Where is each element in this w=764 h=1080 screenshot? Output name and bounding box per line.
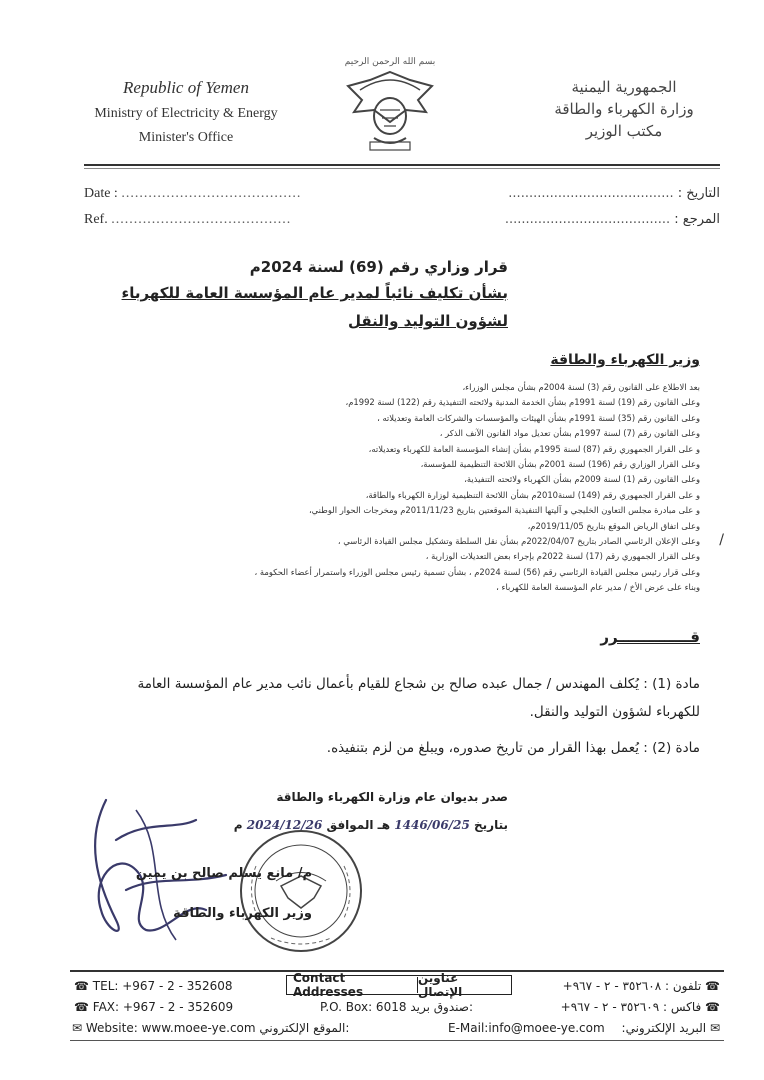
footer-fax-en — [74, 1000, 233, 1014]
header-divider — [84, 164, 720, 166]
decree-title: قرار وزاري رقم (69) لسنة 2024م — [249, 258, 508, 276]
contact-addresses-box — [286, 971, 512, 999]
footer-fax-ar — [561, 1000, 720, 1014]
ministry-ar: وزارة الكهرباء والطاقة — [554, 100, 694, 118]
issued-at: صدر بديوان عام وزارة الكهرباء والطاقة — [276, 790, 508, 804]
date-en-dots: ........................................ — [121, 186, 302, 201]
email-en[interactable]: E-Mail:info@moee-ye.com — [448, 1021, 605, 1035]
fax-icon: ☎ — [74, 1000, 89, 1014]
preamble-item: وعلى اتفاق الرياض الموقع بتاريخ 2019/11/05م، — [527, 520, 700, 531]
decree-subject-line-1: بشأن تكليف نائباً لمدير عام المؤسسة العامة للكهرباء — [121, 284, 508, 302]
emblem-caption: بسم الله الرحمن الرحيم — [344, 57, 436, 67]
margin-mark: / — [719, 532, 724, 548]
preamble-item: وعلى القرار الوزاري رقم (196) لسنة 2001م بشأن اللائحة التنظيمية للمؤسسة، — [420, 459, 700, 470]
contact-ar: عناوين الإتصال — [417, 971, 463, 999]
republic-ar: الجمهورية اليمنية — [571, 78, 677, 96]
preamble-item: وعلى القرار الجمهوري رقم (17) لسنة 2022م بإجراء بعض التعديلات الوزارية ، — [425, 551, 700, 562]
office-ar: مكتب الوزير — [585, 122, 663, 140]
preamble-item: وبناء على عرض الأخ / مدير عام المؤسسة العامة للكهرباء ، — [496, 582, 700, 593]
ref-en-dots: ........................................ — [111, 212, 292, 227]
phone-icon: ☎ — [74, 979, 89, 993]
ministry-stamp-icon — [236, 826, 366, 956]
date-prefix: بتاريخ — [474, 818, 508, 832]
tel-en: TEL: +967 - 2 - 352608 — [92, 979, 233, 993]
preamble-item: و على مبادرة مجلس التعاون الخليجي و آليتها التنفيذية الموقعتين بتاريخ 2011/11/23م ومخرجات الحوار الوطني، — [308, 505, 700, 516]
header-divider-thin — [84, 168, 720, 169]
ministry-en: Ministry of Electricity & Energy — [94, 106, 278, 121]
pobox-ar: صندوق بريد: — [410, 1000, 473, 1014]
decree-subject-line-2: لشؤون التوليد والنقل — [348, 312, 508, 330]
contact-en: Contact Addresses — [293, 971, 364, 999]
footer-bottom-rule — [70, 1040, 724, 1041]
pobox-en: P.O. Box: 6018 — [320, 1000, 407, 1014]
web-en[interactable]: Website: www.moee-ye.com — [85, 1021, 256, 1035]
email-icon: ✉ — [709, 1021, 720, 1035]
preamble-item: وعلى القانون رقم (1) لسنة 2009م بشأن الكهرباء ولائحته التنفيذية، — [464, 474, 700, 485]
footer-pobox — [320, 1000, 473, 1014]
date-mid: هـ الموافق — [326, 818, 391, 832]
date-en-label: Date : — [84, 186, 118, 201]
email-ar-label: البريد الإلكتروني: — [621, 1021, 707, 1035]
web-ar: الموقع الإلكتروني: — [259, 1021, 350, 1035]
preamble-list — [60, 380, 700, 596]
article-1-line-2: للكهرباء لشؤون التوليد والنقل. — [529, 704, 700, 720]
footer-tel-en — [74, 979, 233, 993]
article-1-line-1: مادة (1) : يُكلف المهندس / جمال عبده صالح بن شجاع للقيام بأعمال نائب مدير عام المؤسسة العامة — [137, 676, 700, 692]
article-1 — [50, 670, 700, 726]
footer-email — [448, 1021, 605, 1035]
signer-title: وزير الكهرباء والطاقة — [173, 906, 312, 921]
footer-email-ar — [622, 1021, 720, 1035]
preamble-item: وعلى القانون رقم (35) لسنة 1991م بشأن الهيئات والمؤسسات والشركات العامة وتعديلاته ، — [377, 412, 700, 423]
minister-heading: وزير الكهرباء والطاقة — [550, 352, 700, 368]
preamble-item: وعلى قرار رئيس مجلس القيادة الرئاسي رقم (56) لسنة 2024م ، بشأن تسمية رئيس مجلس الوزراء واستمرار أعضاء الحكومة ، — [254, 566, 700, 577]
fax-en: FAX: +967 - 2 - 352609 — [92, 1000, 234, 1014]
preamble-item: وعلى القانون رقم (19) لسنة 1991م بشأن الخدمة المدنية ولائحته التنفيذية رقم (122) لسنة 1992م، — [345, 397, 700, 408]
date-en-field — [84, 186, 301, 202]
ref-ar-dots: ........................................ — [504, 212, 671, 227]
preamble-item: بعد الاطلاع على القانون رقم (3) لسنة 2004م بشأن مجلس الوزراء، — [462, 382, 700, 392]
republic-en: Republic of Yemen — [123, 78, 249, 97]
date-ar-dots: ........................................ — [508, 186, 674, 201]
preamble-item: و على القرار الجمهوري رقم (87) لسنة 1995م بشأن إنشاء المؤسسة العامة للكهرباء وتعديلاته، — [368, 443, 700, 454]
ref-en-label: Ref. — [84, 212, 108, 227]
fax-ar-icon: ☎ — [705, 1000, 720, 1014]
article-2: مادة (2) : يُعمل بهذا القرار من تاريخ صدوره، ويبلغ من لزم بتنفيذه. — [326, 740, 700, 756]
yemen-emblem-icon — [340, 50, 440, 160]
tel-ar: تلفون : ٣٥٢٦٠٨ - ٢ - ٩٦٧+ — [562, 979, 702, 993]
ref-ar-label: المرجع : — [674, 212, 720, 227]
preamble-item: وعلى الإعلان الرئاسي الصادر بتاريخ 2022/04/07م بشأن نقل السلطة وتشكيل مجلس القيادة الرئاسي ، — [337, 536, 700, 547]
decided-heading: قــــــــــــــرر — [600, 628, 700, 646]
footer-web — [72, 1021, 349, 1035]
phone-ar-icon: ☎ — [705, 979, 720, 993]
date-hijri: 1446/06/25 — [394, 818, 470, 832]
arabic-letterhead — [524, 76, 724, 142]
fax-ar: فاكس : ٣٥٢٦٠٩ - ٢ - ٩٦٧+ — [560, 1000, 702, 1014]
mail-icon: ✉ — [72, 1021, 83, 1035]
ref-ar-field — [505, 212, 720, 227]
date-ar-field — [508, 186, 720, 201]
preamble-item: و على القرار الجمهوري رقم (149) لسنة2010م بشأن اللائحة التنظيمية لوزارة الكهرباء والطاقة، — [365, 489, 700, 500]
office-en: Minister's Office — [138, 130, 234, 145]
ref-en-field — [84, 212, 291, 228]
date-gregorian: 2024/12/26 — [246, 818, 323, 832]
signer-name: م/ مانع يسلم صالح بن يمين — [135, 866, 312, 881]
date-suffix: م — [233, 818, 243, 832]
footer-tel-ar — [563, 979, 720, 993]
english-letterhead — [86, 78, 286, 146]
date-ar-label: التاريخ : — [677, 186, 720, 201]
preamble-item: وعلى القانون رقم (7) لسنة 1997م بشأن تعديل مواد القانون الآنف الذكر ، — [439, 428, 700, 439]
